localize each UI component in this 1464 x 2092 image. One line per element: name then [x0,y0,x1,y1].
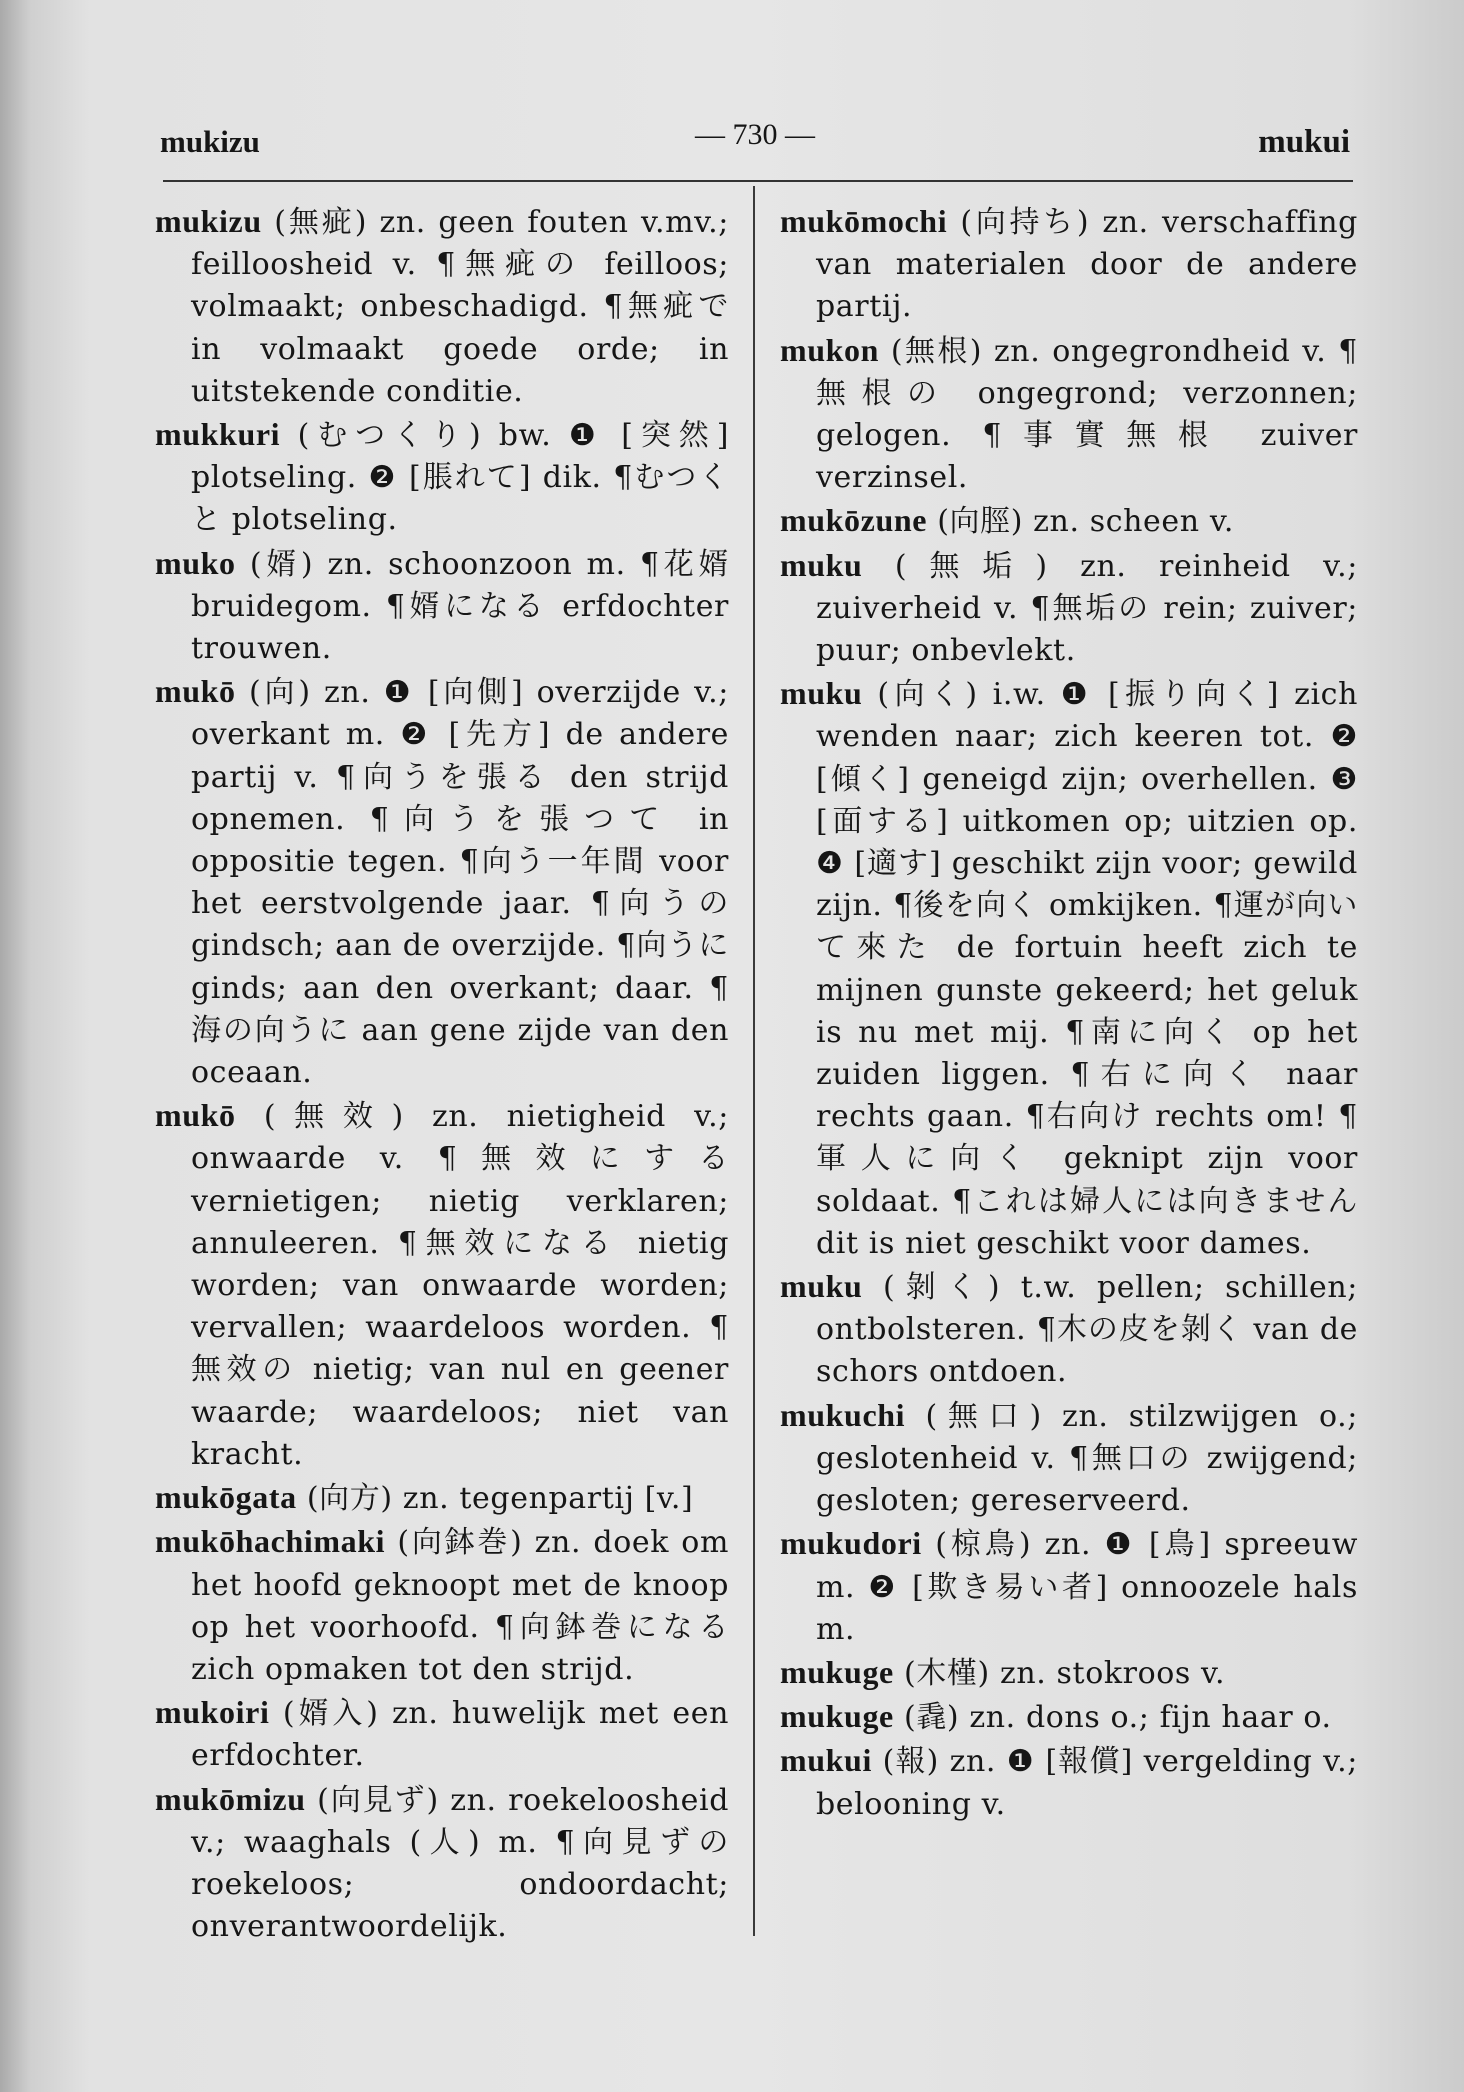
header-rule [163,180,1353,182]
dictionary-entry [155,542,729,671]
dictionary-entry [155,1520,729,1691]
entry-body: (婿入) zn. huwelijk met een erfdochter. [191,1696,729,1774]
dictionary-entry [155,200,729,413]
entry-body: (向持ち) zn. verschaffing van materialen door de andere partij. [816,205,1358,325]
dictionary-entry [780,1651,1358,1695]
headword: mukōmizu [155,1780,306,1817]
headword: muko [155,544,236,581]
headword: muku [780,546,863,583]
headword: muku [780,1268,863,1305]
headword: mukuchi [780,1396,906,1433]
entry-body: (剝く) t.w. pellen; schillen; ontbolsteren. ¶木の皮を剝く van de schors ontdoen. [816,1270,1358,1390]
entry-body: (向方) zn. tegenpartij [v.] [296,1481,694,1517]
dictionary-entry [780,544,1358,673]
entry-body: (木槿) zn. stokroos v. [893,1655,1226,1691]
entry-body: (向見ず) zn. roekeloosheid v.; waaghals (人) m. ¶向見ずの roekeloos; ondoordacht; onverantwoordelijk. [191,1782,729,1945]
headword: mukon [780,331,880,368]
headword: mukui [780,1742,872,1779]
headword: muku [780,675,863,712]
headword: mukō [155,673,236,710]
headword: mukuge [780,1653,894,1690]
dictionary-entry [155,413,729,542]
entry-body: (向脛) zn. scheen v. [927,504,1234,540]
left-column [155,200,729,1948]
entry-body: (無口) zn. stilzwijgen o.; geslotenheid v. ¶無口の zwijgend; gesloten; gereserveerd. [816,1398,1358,1519]
entry-body: (婿) zn. schoonzoon m. ¶花婿 bruidegom. ¶婿になる erfdochter trouwen. [191,546,729,667]
column-divider [753,186,755,1936]
headword: mukoiri [155,1694,270,1731]
dictionary-entry [780,329,1358,500]
dictionary-entry [780,672,1358,1265]
dictionary-entry [155,1094,729,1476]
header-first-word: mukizu [160,124,260,159]
running-head [160,118,1350,168]
dictionary-entry [780,1265,1358,1394]
dictionary-entry [155,1778,729,1949]
entry-body: (無效) zn. nietigheid v.; onwaarde v. ¶無效にする vernietigen; nietig verklaren; annuleeren. ¶無效になる nietig worden; van onwaarde worden; vervallen; waardeloos worden. ¶無效の nietig; van nul en geener waarde; waardeloos; niet van kracht. [191,1099,729,1472]
dictionary-entry [780,1695,1358,1739]
headword: mukō [155,1097,236,1134]
entry-body: (報) zn. ❶ [報償] vergelding v.; belooning v. [816,1744,1358,1822]
headword: mukizu [155,203,262,239]
dictionary-entry [155,1476,729,1520]
entry-body: (無垢) zn. reinheid v.; zuiverheid v. ¶無垢の rein; zuiver; puur; onbevlekt. [816,548,1358,669]
headword: mukōgata [155,1479,297,1516]
dictionary-entry [780,1739,1358,1825]
dictionary-entry [780,1522,1358,1651]
entry-body: (向鉢巻) zn. doek om het hoofd geknoopt met de knoop op het voorhoofd. ¶向鉢巻になる zich opmaken tot den strijd. [191,1525,729,1687]
page-number: — 730 — [695,118,815,151]
dictionary-entry [155,670,729,1094]
entry-body: (無根) zn. ongegrondheid v. ¶無根の ongegrond; verzonnen; gelogen. ¶事實無根 zuiver verzinsel. [816,333,1358,496]
header-last-word: mukui [1258,124,1350,160]
headword: mukōhachimaki [155,1523,386,1560]
entry-body: (向く) i.w. ❶ [振り向く] zich wenden naar; zich keeren tot. ❷ [傾く] geneigd zijn; overhellen. ❸ [面する] uitkomen op; uitzien op. ❹ [適す] geschikt zijn voor; gewild zijn. ¶後を向く omkijken. ¶運が向いて來た de fortuin heeft zich te mijnen gunste gekeerd; het geluk is nu met mij. ¶南に向く op het zuiden liggen. ¶右に向く naar rechts gaan. ¶右向け rechts om! ¶軍人に向く geknipt zijn voor soldaat. ¶これは婦人には向きません dit is niet geschikt voor dames. [816,677,1358,1261]
entry-body: (無疵) zn. geen fouten v.mv.; feilloosheid v. ¶無疵の feilloos; volmaakt; onbeschadigd. ¶無疵で in volmaakt goede orde; in uitstekende conditie. [191,205,729,409]
headword: mukuge [780,1698,894,1735]
dictionary-entry [780,1394,1358,1523]
dictionary-entry [155,1691,729,1777]
headword: mukudori [780,1525,922,1562]
entry-body: (毳) zn. dons o.; fijn haar o. [893,1700,1332,1736]
dictionary-entry [780,499,1358,543]
headword: mukōzune [780,502,928,539]
headword: mukōmochi [780,203,948,239]
right-column [780,200,1358,1826]
entry-body: (椋鳥) zn. ❶ [鳥] spreeuw m. ❷ [欺き易い者] onnoozele hals m. [816,1527,1358,1647]
entry-body: (向) zn. ❶ [向側] overzijde v.; overkant m. ❷ [先方] de andere partij v. ¶向うを張る den strijd opnemen. ¶向うを張つて in oppositie tegen. ¶向う一年間 voor het eerstvolgende jaar. ¶向うの gindsch; aan de overzijde. ¶向うに ginds; aan den overkant; daar. ¶海の向うに aan gene zijde van den oceaan. [191,675,729,1091]
dictionary-entry [780,200,1358,329]
headword: mukkuri [155,416,281,453]
entry-body: (むつくり) bw. ❶ [突然] plotseling. ❷ [脹れて] dik. ¶むつくと plotseling. [191,418,729,538]
